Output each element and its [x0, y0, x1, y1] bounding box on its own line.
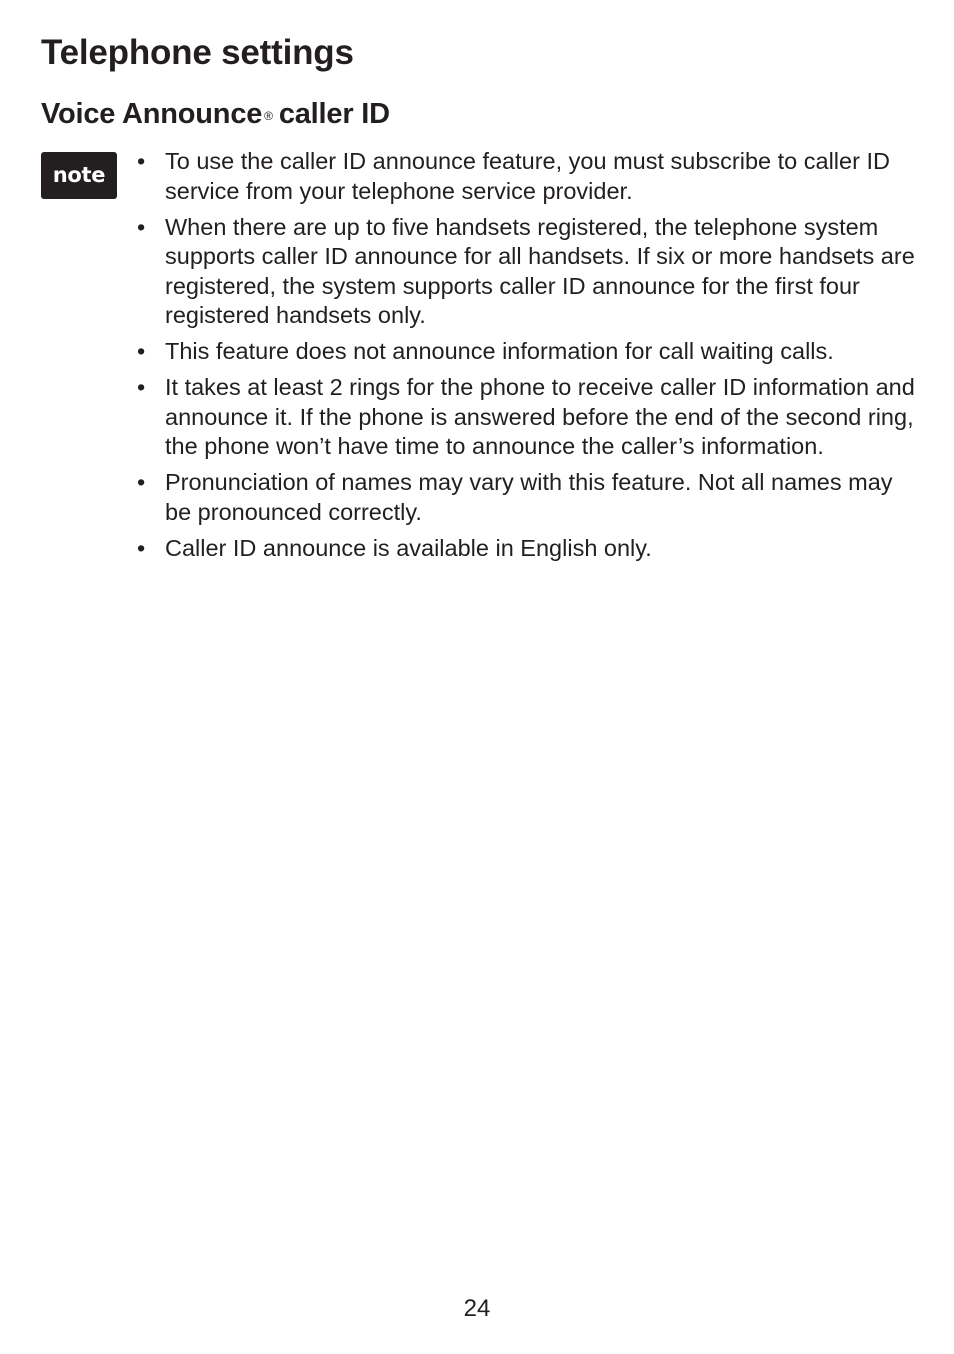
list-item [135, 213, 925, 331]
list-item-text: To use the caller ID announce feature, you must subscribe to caller ID service from your telephone service provider. [165, 148, 890, 204]
note-list [135, 147, 925, 570]
page-title: Telephone settings [41, 33, 354, 72]
list-item [135, 147, 925, 206]
section-heading-rest: caller ID [278, 98, 390, 130]
bullet-icon: • [137, 148, 146, 174]
list-item [135, 468, 925, 527]
list-item [135, 373, 925, 462]
list-item-text: Pronunciation of names may vary with this feature. Not all names may be pronounced correctly. [165, 469, 893, 525]
note-badge-label: note [52, 162, 106, 187]
list-item-text: This feature does not announce information for call waiting calls. [165, 338, 834, 364]
bullet-icon: • [137, 213, 146, 240]
list-item [135, 534, 925, 564]
list-item-text: It takes at least 2 rings for the phone to receive caller ID information and announce it. If the phone is answered before the end of the second ring, the phone won’t have time to announce the caller’s information. [165, 374, 915, 459]
section-heading-main: Voice Announce [41, 98, 263, 130]
note-badge [41, 152, 117, 199]
bullet-icon: • [137, 374, 146, 400]
bullet-icon: • [137, 534, 146, 561]
list-item [135, 337, 925, 367]
list-item-text: Caller ID announce is available in English only. [165, 534, 652, 561]
page-number: 24 [463, 1295, 491, 1322]
section-heading [41, 94, 390, 134]
bullet-icon: • [137, 338, 146, 364]
list-item-text: When there are up to five handsets registered, the telephone system supports caller ID announce for all handsets. If six or more handsets are registered, the system supports caller ID announce for the first four registered handsets only. [165, 213, 915, 328]
bullet-icon: • [137, 469, 146, 495]
registered-mark: ® [264, 109, 273, 123]
